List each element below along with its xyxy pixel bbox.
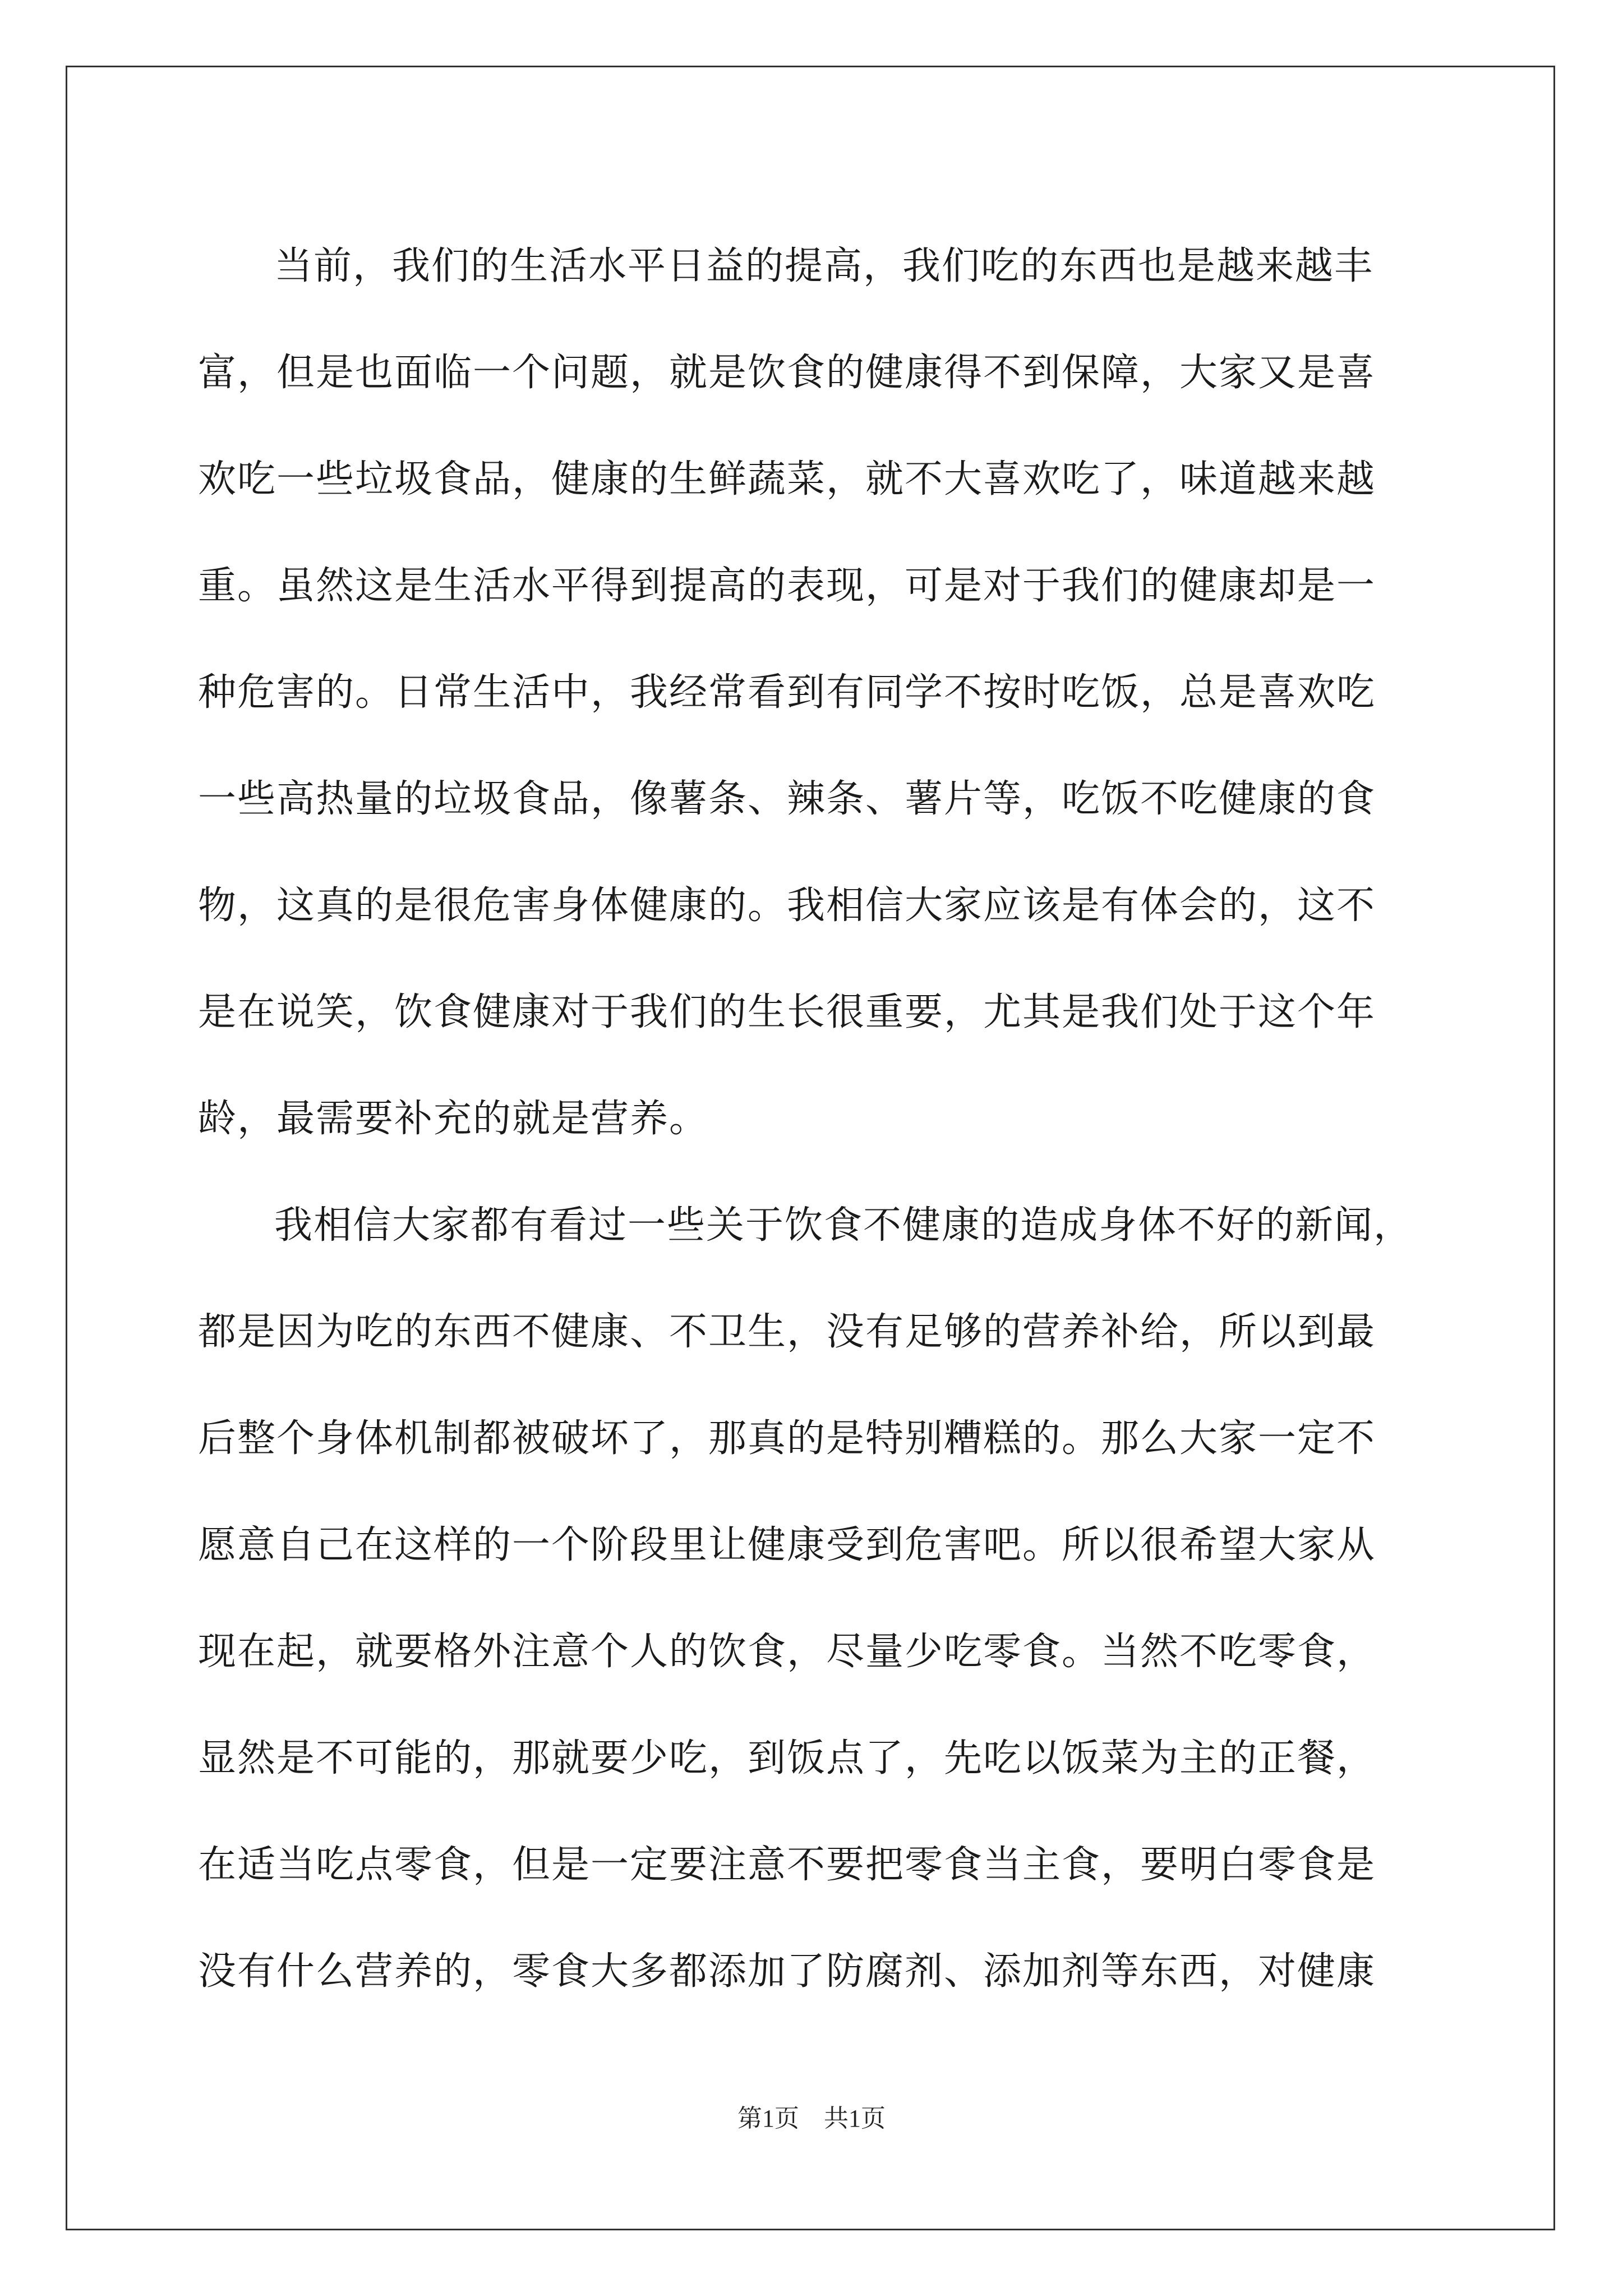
- text-line: 都是因为吃的东西不健康、不卫生，没有足够的营养补给，所以到最: [198, 1310, 1376, 1354]
- text-line: 愿意自己在这样的一个阶段里让健康受到危害吧。所以很希望大家从: [198, 1523, 1376, 1567]
- text-line: 物，这真的是很危害身体健康的。我相信大家应该是有体会的，这不: [198, 884, 1376, 928]
- text-line: 显然是不可能的，那就要少吃，到饭点了，先吃以饭菜为主的正餐，: [198, 1736, 1376, 1780]
- text-line: 是在说笑，饮食健康对于我们的生长很重要，尤其是我们处于这个年: [198, 990, 1376, 1034]
- text-line: 后整个身体机制都被破坏了，那真的是特别糟糕的。那么大家一定不: [198, 1416, 1376, 1461]
- document-body: [198, 213, 1435, 2025]
- text-line: 当前，我们的生活水平日益的提高，我们吃的东西也是越来越丰: [274, 244, 1374, 288]
- text-line: 没有什么营养的，零食大多都添加了防腐剂、添加剂等东西，对健康: [198, 1949, 1376, 1994]
- text-line: 我相信大家都有看过一些关于饮食不健康的造成身体不好的新闻，: [274, 1203, 1413, 1248]
- text-line: 重。虽然这是生活水平得到提高的表现，可是对于我们的健康却是一: [198, 564, 1376, 608]
- text-line: 欢吃一些垃圾食品，健康的生鲜蔬菜，就不大喜欢吃了，味道越来越: [198, 457, 1376, 501]
- text-line: 在适当吃点零食，但是一定要注意不要把零食当主食，要明白零食是: [198, 1843, 1376, 1887]
- page-number-footer: 第1页 共1页: [737, 2105, 886, 2132]
- text-line: 现在起，就要格外注意个人的饮食，尽量少吃零食。当然不吃零食，: [198, 1630, 1376, 1674]
- text-line: 种危害的。日常生活中，我经常看到有同学不按时吃饭，总是喜欢吃: [198, 670, 1376, 715]
- text-line: 龄，最需要补充的就是营养。: [198, 1097, 709, 1141]
- text-line: 一些高热量的垃圾食品，像薯条、辣条、薯片等，吃饭不吃健康的食: [198, 777, 1376, 821]
- text-line: 富，但是也面临一个问题，就是饮食的健康得不到保障，大家又是喜: [198, 351, 1376, 395]
